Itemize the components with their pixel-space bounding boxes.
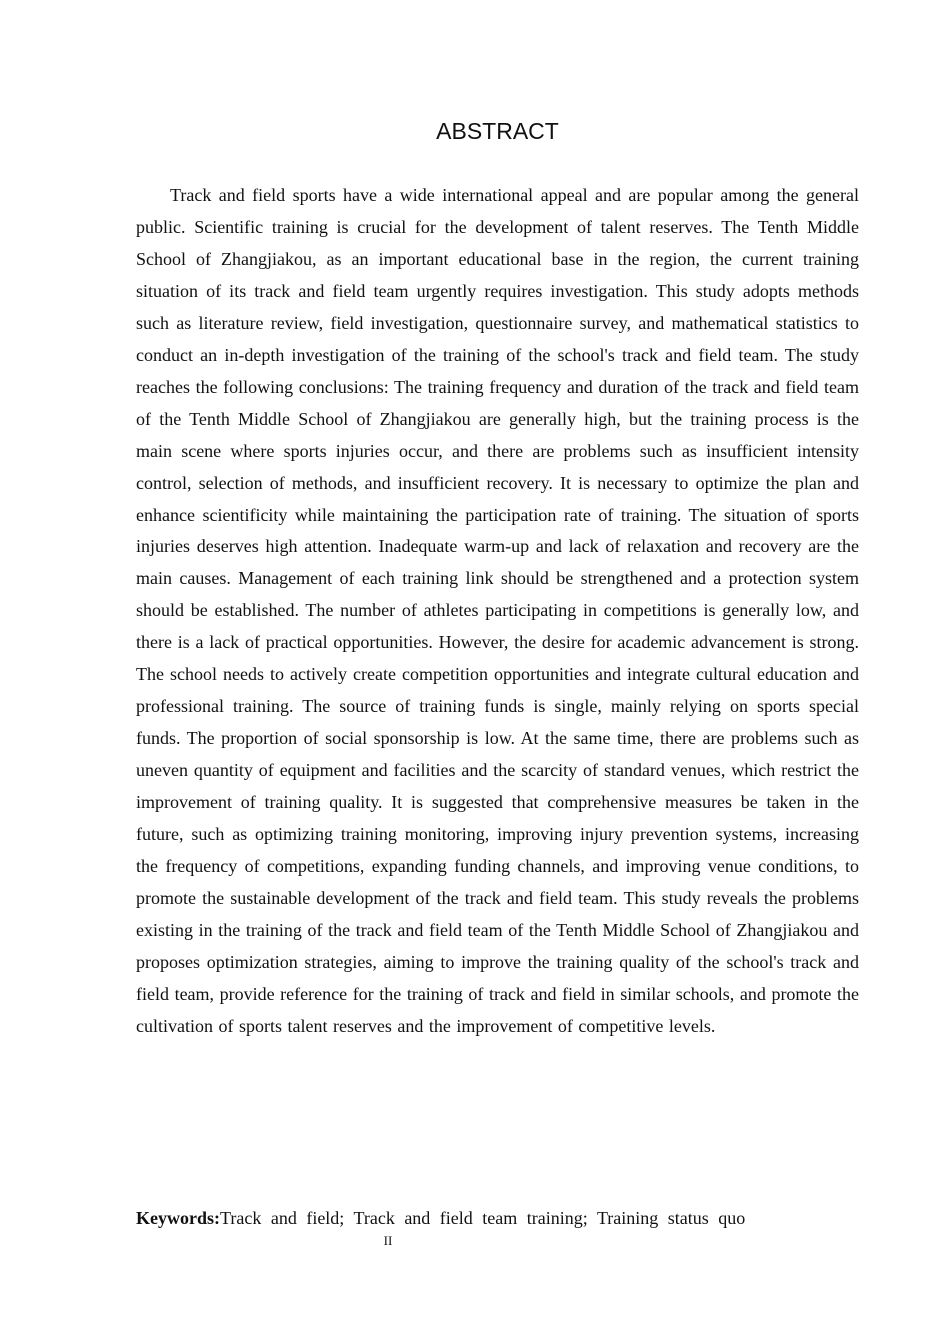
keywords-text: Track and field; Track and field team training; Training status quo: [220, 1208, 746, 1228]
abstract-body: Track and field sports have a wide international appeal and are popular among the general public. Scientific training is crucial for the development of talent reserves. The Tenth Middle School of Zhangjiakou, as an important educational base in the region, the current training situation of its track and field team urgently requires investigation. This study adopts methods such as literature review, field investigation, questionnaire survey, and mathematical statistics to conduct an in-depth investigation of the training of the school's track and field team. The study reaches the following conclusions: The training frequency and duration of the track and field team of the Tenth Middle School of Zhangjiakou are generally high, but the training process is the main scene where sports injuries occur, and there are problems such as insufficient intensity control, selection of methods, and insufficient recovery. It is necessary to optimize the plan and enhance scientificity while maintaining the participation rate of training. The situation of sports injuries deserves high attention. Inadequate warm-up and lack of relaxation and recovery are the main causes. Management of each training link should be strengthened and a protection system should be established. The number of athletes participating in competitions is generally low, and there is a lack of practical opportunities. However, the desire for academic advancement is strong. The school needs to actively create competition opportunities and integrate cultural education and professional training. The source of training funds is single, mainly relying on sports special funds. The proportion of social sponsorship is low. At the same time, there are problems such as uneven quantity of equipment and facilities and the scarcity of standard venues, which restrict the improvement of training quality. It is suggested that comprehensive measures be taken in the future, such as optimizing training monitoring, improving injury prevention systems, increasing the frequency of competitions, expanding funding channels, and improving venue conditions, to promote the sustainable development of the track and field team. This study reveals the problems existing in the training of the track and field team of the Tenth Middle School of Zhangjiakou and proposes optimization strategies, aiming to improve the training quality of the school's track and field team, provide reference for the training of track and field in similar schools, and promote the cultivation of sports talent reserves and the improvement of competitive levels.: [136, 185, 859, 1036]
keywords-label: Keywords:: [136, 1208, 220, 1228]
keywords-line: [136, 1203, 745, 1233]
page-title: ABSTRACT: [436, 118, 559, 144]
page-number: II: [383, 1233, 393, 1248]
